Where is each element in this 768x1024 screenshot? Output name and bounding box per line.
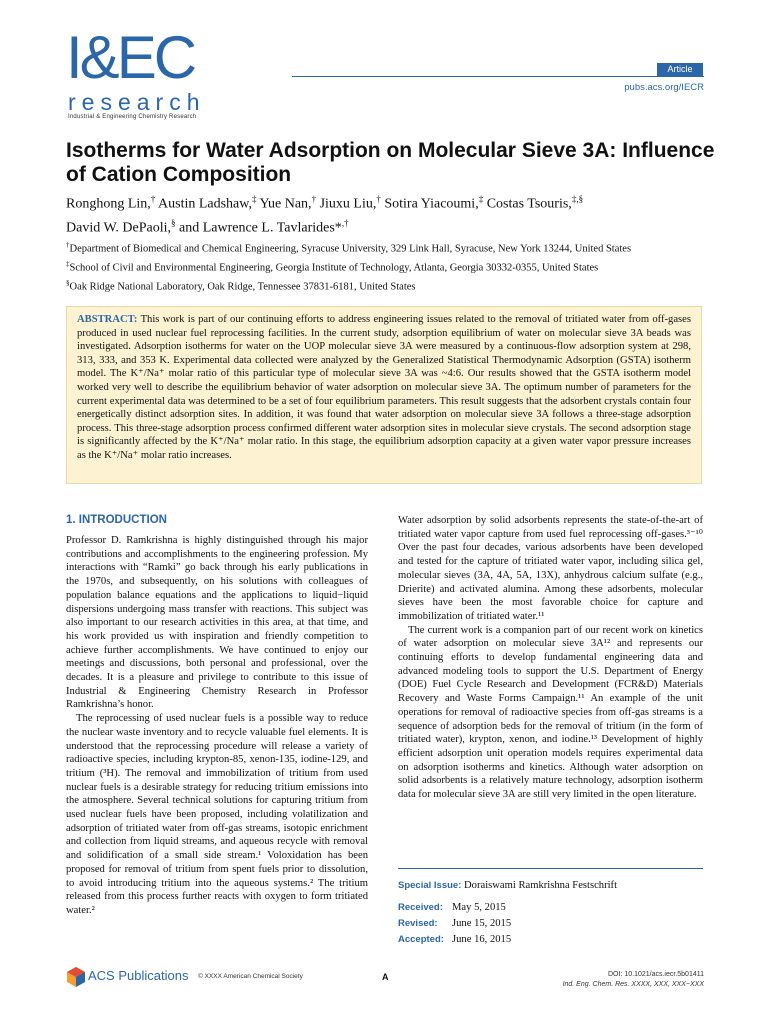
author-name: Yue Nan, [256, 196, 312, 212]
copyright-text: © XXXX American Chemical Society [198, 973, 303, 980]
affiliation-3 [66, 276, 746, 295]
affiliation-text: Department of Biomedical and Chemical Engineering, Syracuse University, 329 Link Hall, Syracuse, New York 13244, United States [69, 243, 632, 255]
accepted-label: Accepted: [398, 934, 444, 945]
paragraph: Professor D. Ramkrishna is highly distinguished through his major contributions and accomplishments to the engineering profession. My interactions with “Ramki” go back through his early publications in the 1970s, and subsequently, on his solutions with colleagues of population balance equations and the applications to liquid−liquid dispersions undergoing mass transfer with reactions. This subject was also important to our research activities in this area, at that time, and his work provided us with inspiration and friendly competition to achieve further accomplishments. We have continued to enjoy our meetings and discussions, both personal and professional, over the decades. It is a pleasure and privilege to contribute to this issue of Industrial & Engineering Chemistry Research in Professor Ramkrishna’s honor. [66, 535, 368, 711]
accepted-date: June 16, 2015 [452, 934, 512, 945]
right-column [398, 514, 703, 802]
affiliation-2 [66, 257, 746, 276]
affiliation-mark: † [66, 241, 70, 249]
author-list [66, 190, 716, 237]
author-line-1 [66, 190, 716, 214]
section-heading-introduction: 1. INTRODUCTION [66, 514, 167, 526]
author-affiliation-mark: ,† [341, 217, 349, 228]
publisher-name: ACS Publications [88, 968, 189, 983]
abstract-text: This work is part of our continuing efforts to address engineering issues related to the removal of tritiated water from off-gases produced in used nuclear fuel reprocessing facilities. In the current study, adsorption equilibrium of water on molecular sieve 3A beads was investigated. Adsorption isotherms for water on the UOP molecular sieve 3A were measured by a continuous-flow adsorption system at 298, 313, 333, and 353 K. Experimental data collected were analyzed by the Generalized Statistical Thermodynamic Adsorption (GSTA) isotherm model. The K⁺/Na⁺ molar ratio of this particular type of molecular sieve 3A was ~4:6. Our results showed that the GSTA isotherm model worked very well to describe the equilibrium behavior of water adsorption on molecular sieve 3A. The optimum number of parameters for the current experimental data was determined to be a set of four equilibrium parameters. This result suggests that the adsorbent crystals contain four energetically distinct adsorption sites. In addition, it was found that water adsorption on molecular sieve 3A follows a three-stage adsorption process. This three-stage adsorption process confirmed different water adsorption sites in molecular sieve crystals. The second adsorption stage is significantly affected by the K⁺/Na⁺ molar ratio. In this stage, the equilibrium adsorption capacity at a given water vapor pressure increases as the K⁺/Na⁺ molar ratio increases. [77, 314, 691, 461]
author-affiliation-mark: † [311, 194, 317, 204]
header-rule [292, 76, 704, 77]
article-badge: Article [657, 63, 703, 76]
received-date: May 5, 2015 [452, 902, 506, 913]
journal-logo-subtitle: Industrial & Engineering Chemistry Research [68, 114, 197, 120]
affiliation-mark: § [66, 279, 70, 287]
special-issue-value: Doraiswami Ramkrishna Festschrift [464, 880, 618, 891]
special-issue [398, 878, 703, 894]
author-name: Sotira Yiacoumi, [380, 196, 479, 212]
history-dates [398, 900, 703, 948]
doi-text[interactable]: DOI: 10.1021/acs.iecr.5b01411 [608, 971, 704, 978]
revised-label: Revised: [398, 918, 438, 929]
author-name: Austin Ladshaw, [155, 196, 252, 212]
journal-logo: I&EC [66, 24, 195, 91]
author-line-2 [66, 214, 716, 238]
affiliation-text: School of Civil and Environmental Engineering, Georgia Institute of Technology, Atlanta, Georgia 30332-0355, United States [69, 262, 599, 274]
author-affiliation-mark: † [150, 194, 156, 204]
author-affiliation-mark: ‡ [478, 194, 484, 204]
doi-block [563, 970, 704, 990]
author-affiliation-mark: ‡ [251, 194, 257, 204]
paragraph: The reprocessing of used nuclear fuels is a possible way to reduce the nuclear waste inventory and to recycle valuable fuel elements. It is understood that the reprocessing procedure will release a variety of radioactive species, including krypton-85, xenon-135, iodine-129, and tritium (³H). The removal and immobilization of tritium from used nuclear fuels is a desirable strategy for reducing tritium emissions into the atmosphere. Several technical solutions for capturing tritium from used nuclear fuels have been proposed, including volatilization and adsorption of tritiated water from off-gas streams, isotopic enrichment and collection from liquid streams, and aqueous recycle with removal and solidification of a small side stream.¹ Voloxidation has been proposed for removal of tritium from spent fuels prior to dissolution, to avoid introducing tritium into the aqueous systems.² The tritium released from this process further reacts with oxygen to form tritiated water.² [66, 713, 368, 916]
author-name: Ronghong Lin, [66, 196, 151, 212]
author-name: Costas Tsouris, [483, 196, 572, 212]
author-affiliation-mark: ‡,§ [571, 194, 584, 204]
paper-title: Isotherms for Water Adsorption on Molecular Sieve 3A: Influence of Cation Composition [66, 139, 715, 186]
abstract-label: ABSTRACT: [77, 314, 138, 325]
paragraph: Water adsorption by solid adsorbents represents the state-of-the-art of tritiated water vapor capture from used fuel reprocessing off-gases.³⁻¹⁰ Over the past four decades, various adsorbents have been developed and tested for the capture of tritiated water vapor, including silica gel, molecular sieves (3A, 4A, 5A, 13X), anhydrous calcium sulfate (e.g., Drierite) and activated alumina. Among these adsorbents, molecular sieves have been the most favorable choice for capture and immobilization of tritiated water.¹¹ [398, 515, 703, 622]
special-issue-label: Special Issue: [398, 880, 462, 891]
abstract-box [66, 306, 702, 484]
received-label: Received: [398, 902, 443, 913]
left-column [66, 534, 368, 918]
paragraph: The current work is a companion part of our recent work on kinetics of water adsorption on molecular sieve 3A¹² and represents our continuing efforts to develop fundamental engineering data and advanced modeling tools to support the U.S. Department of Energy (DOE) Fuel Cycle Research and Development (FCR&D) Materials Recovery and Waste Forms Campaign.¹¹ An example of the unit operations for removal of radioactive species from off-gas streams is a sequence of adsorption beds for the removal of tritium (in the form of tritiated water), krypton, xenon, and iodine.¹³ Development of highly efficient adsorption unit operation models requires experimental data on adsorption isotherms and kinetics. Although water adsorption on solid adsorbents is a relatively mature technology, adsorption isotherm data for molecular sieve 3A are still very limited in the open literature. [398, 624, 703, 801]
meta-rule [398, 868, 703, 869]
acs-logo-icon [66, 966, 86, 988]
revised-date: June 15, 2015 [452, 918, 512, 929]
author-name: David W. DePaoli, [66, 220, 171, 236]
author-affiliation-mark: † [376, 194, 381, 204]
journal-url-link[interactable]: pubs.acs.org/IECR [624, 82, 704, 93]
citation-text: Ind. Eng. Chem. Res. XXXX, XXX, XXX−XXX [562, 981, 704, 988]
author-affiliation-mark: § [171, 217, 176, 228]
author-name: Jiuxu Liu, [316, 196, 377, 212]
page-number: A [382, 972, 389, 982]
affiliation-1 [66, 238, 746, 257]
journal-logo-research: research [68, 89, 206, 115]
affiliation-mark: ‡ [66, 260, 70, 268]
affiliation-text: Oak Ridge National Laboratory, Oak Ridge, Tennessee 37831-6181, United States [69, 281, 416, 293]
author-name: and Lawrence L. Tavlarides* [175, 220, 342, 236]
